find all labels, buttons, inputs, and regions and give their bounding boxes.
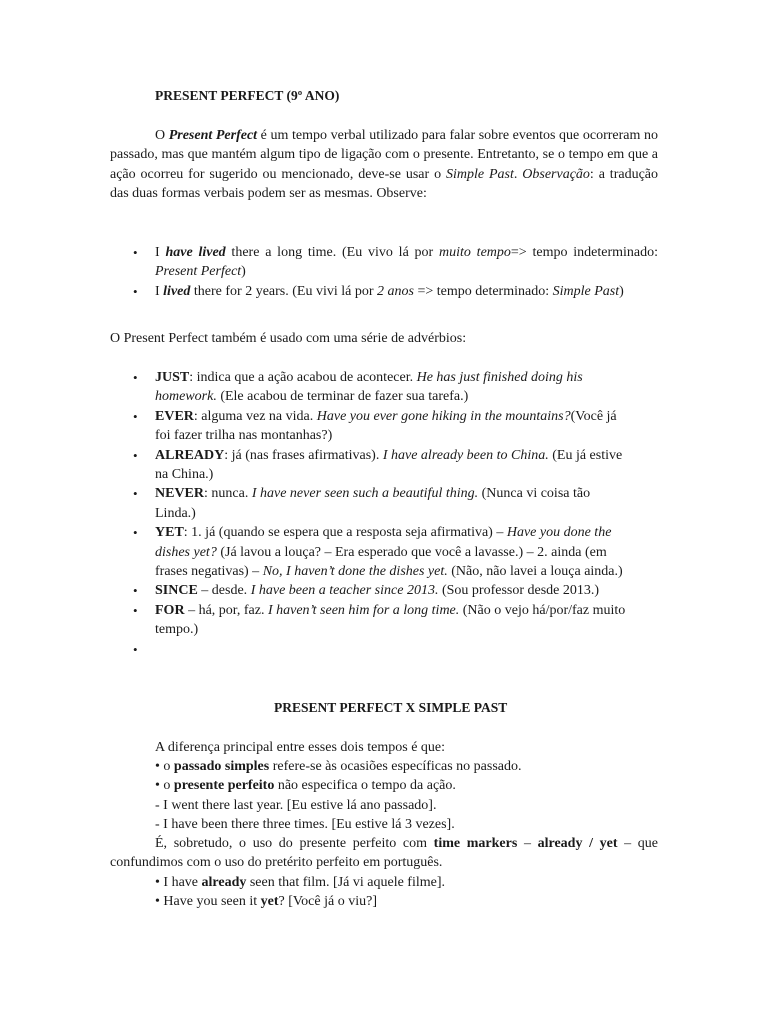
adverb-word: EVER bbox=[155, 408, 194, 424]
line-bold: passado simples bbox=[173, 759, 270, 774]
adverb-example: Have you done the dishes yet? bbox=[155, 525, 612, 560]
adverb-example: I have already been to China. bbox=[382, 447, 549, 463]
para-bold: time markers bbox=[433, 836, 518, 851]
section-line bbox=[155, 892, 377, 911]
bullet-icon: • bbox=[133, 641, 138, 657]
list-item-empty bbox=[110, 640, 630, 659]
list-item bbox=[110, 601, 630, 640]
adverb-desc: : indica que a ação acabou de acontecer. bbox=[189, 370, 417, 385]
example-text: => tempo indeterminado: bbox=[510, 245, 659, 260]
line-text: • I have bbox=[155, 875, 202, 890]
section-line bbox=[155, 776, 456, 795]
adverb-translation: (Não o vejo há/por/faz muito tempo.) bbox=[155, 602, 626, 638]
adverb-example: I have never seen such a beautiful thing. bbox=[251, 486, 479, 502]
intro-text: : a tradução das duas formas verbais podem ser as mesmas. Observe: bbox=[110, 166, 659, 202]
bullet-icon: • bbox=[133, 583, 138, 599]
example-text: I bbox=[155, 245, 166, 260]
list-item bbox=[110, 484, 630, 523]
line-text: • o bbox=[155, 778, 174, 793]
para-text: – bbox=[517, 836, 538, 851]
list-item bbox=[110, 581, 630, 600]
bullet-icon: • bbox=[133, 525, 138, 541]
example-verb: lived bbox=[163, 283, 191, 299]
example-text: ) bbox=[619, 283, 624, 299]
line-text: ? [Você já o viu?] bbox=[278, 894, 377, 909]
line-bold: yet bbox=[260, 894, 279, 909]
adverbs-list bbox=[110, 368, 630, 659]
intro-text: . bbox=[513, 166, 523, 182]
adverb-word: SINCE bbox=[155, 583, 198, 599]
line-bold: presente perfeito bbox=[173, 778, 275, 793]
intro-text: O bbox=[155, 128, 169, 143]
example-text: ) bbox=[241, 264, 246, 280]
bullet-icon: • bbox=[133, 370, 138, 385]
list-item bbox=[110, 407, 630, 446]
adverb-translation: (Já lavou a louça? – Era esperado que você a lavasse.) – 2. ainda (em frases negativas) – bbox=[155, 544, 607, 580]
line-bold: already bbox=[201, 875, 247, 890]
list-item bbox=[110, 523, 630, 581]
bullet-icon: • bbox=[133, 245, 138, 260]
section-line: - I went there last year. [Eu estive lá ano passado]. bbox=[155, 798, 437, 813]
section-line bbox=[155, 757, 522, 776]
adverb-desc: : alguma vez na vida. bbox=[193, 408, 317, 424]
intro-observacao: Observação bbox=[522, 166, 590, 182]
example-text: there for 2 years. (Eu vivi lá por bbox=[190, 283, 377, 299]
adverb-example: I have been a teacher since 2013. bbox=[250, 583, 439, 599]
list-item bbox=[110, 446, 630, 485]
line-text: refere-se às ocasiões específicas no passado. bbox=[269, 759, 522, 774]
example-text: I bbox=[155, 283, 164, 299]
adverb-translation: (Você já foi fazer trilha nas montanhas?) bbox=[155, 408, 617, 444]
para-bold: already / yet bbox=[537, 836, 618, 851]
adverb-translation: (Ele acabou de terminar de fazer sua tarefa.) bbox=[216, 389, 469, 405]
intro-paragraph bbox=[110, 126, 658, 204]
adverb-word: ALREADY bbox=[155, 447, 225, 463]
list-item bbox=[110, 243, 658, 282]
line-text: seen that film. [Já vi aquele filme]. bbox=[246, 875, 446, 890]
adverb-desc: : já (nas frases afirmativas). bbox=[224, 447, 383, 463]
bullet-icon: • bbox=[133, 486, 138, 502]
adverb-translation: (Não, não lavei a louça ainda.) bbox=[447, 564, 623, 580]
adverb-example: No, I haven’t done the dishes yet. bbox=[262, 564, 448, 580]
adverb-desc: : 1. já (quando se espera que a resposta seja afirmativa) – bbox=[183, 525, 507, 541]
adverb-desc: : nunca. bbox=[204, 486, 252, 502]
adverb-word: FOR bbox=[155, 602, 185, 618]
adverb-word: NEVER bbox=[155, 486, 205, 502]
examples-list bbox=[110, 243, 658, 301]
adverb-translation: (Sou professor desde 2013.) bbox=[438, 583, 600, 599]
section-line: A diferença principal entre esses dois tempos é que: bbox=[155, 740, 446, 755]
example-verb: have lived bbox=[165, 245, 226, 260]
bullet-icon: • bbox=[133, 447, 138, 463]
example-italic: Present Perfect bbox=[155, 264, 242, 280]
page-title: PRESENT PERFECT (9º ANO) bbox=[155, 88, 340, 103]
example-text: => tempo determinado: bbox=[413, 283, 553, 299]
adverb-translation: (Eu já estive na China.) bbox=[155, 447, 623, 483]
adverb-translation: (Nunca vi coisa tão Linda.) bbox=[155, 486, 591, 521]
para-text: – que confundimos com o uso do pretérito perfeito em português. bbox=[110, 836, 659, 871]
example-italic: Simple Past bbox=[552, 283, 620, 299]
bullet-icon: • bbox=[133, 408, 138, 424]
example-text: there a long time. (Eu vivo lá por bbox=[225, 245, 440, 260]
example-italic: 2 anos bbox=[377, 283, 414, 299]
line-text: • Have you seen it bbox=[155, 894, 261, 909]
section-paragraph bbox=[110, 834, 658, 873]
adverb-desc: – há, por, faz. bbox=[184, 602, 268, 618]
intro-simple-past: Simple Past bbox=[445, 166, 514, 182]
para-text: É, sobretudo, o uso do presente perfeito com bbox=[155, 836, 434, 851]
section-line bbox=[155, 873, 445, 892]
list-item bbox=[110, 282, 658, 301]
adverbs-intro: O Present Perfect também é usado com uma série de advérbios: bbox=[110, 331, 467, 346]
list-item bbox=[110, 368, 630, 407]
section-line: - I have been there three times. [Eu estive lá 3 vezes]. bbox=[155, 817, 455, 832]
adverb-word: JUST bbox=[155, 370, 190, 385]
bullet-icon: • bbox=[133, 283, 138, 299]
bullet-icon: • bbox=[133, 602, 138, 618]
example-italic: muito tempo bbox=[439, 245, 511, 260]
intro-term: Present Perfect bbox=[168, 128, 258, 143]
adverb-example: I haven’t seen him for a long time. bbox=[267, 602, 460, 618]
line-text: • o bbox=[155, 759, 174, 774]
intro-text: é um tempo verbal utilizado para falar sobre eventos que ocorreram no passado, mas que mantém algum tipo de ligação com o presente. Entretanto, se o tempo em que a ação ocorreu for sugerido ou mencionado, deve-se usar o bbox=[110, 128, 658, 182]
adverb-example: He has just finished doing his homework. bbox=[155, 370, 583, 405]
adverb-example: Have you ever gone hiking in the mountains? bbox=[316, 408, 571, 424]
line-text: não especifica o tempo da ação. bbox=[274, 778, 456, 793]
section-title: PRESENT PERFECT X SIMPLE PAST bbox=[274, 700, 508, 715]
adverb-word: YET bbox=[155, 525, 184, 541]
adverb-desc: – desde. bbox=[197, 583, 251, 599]
